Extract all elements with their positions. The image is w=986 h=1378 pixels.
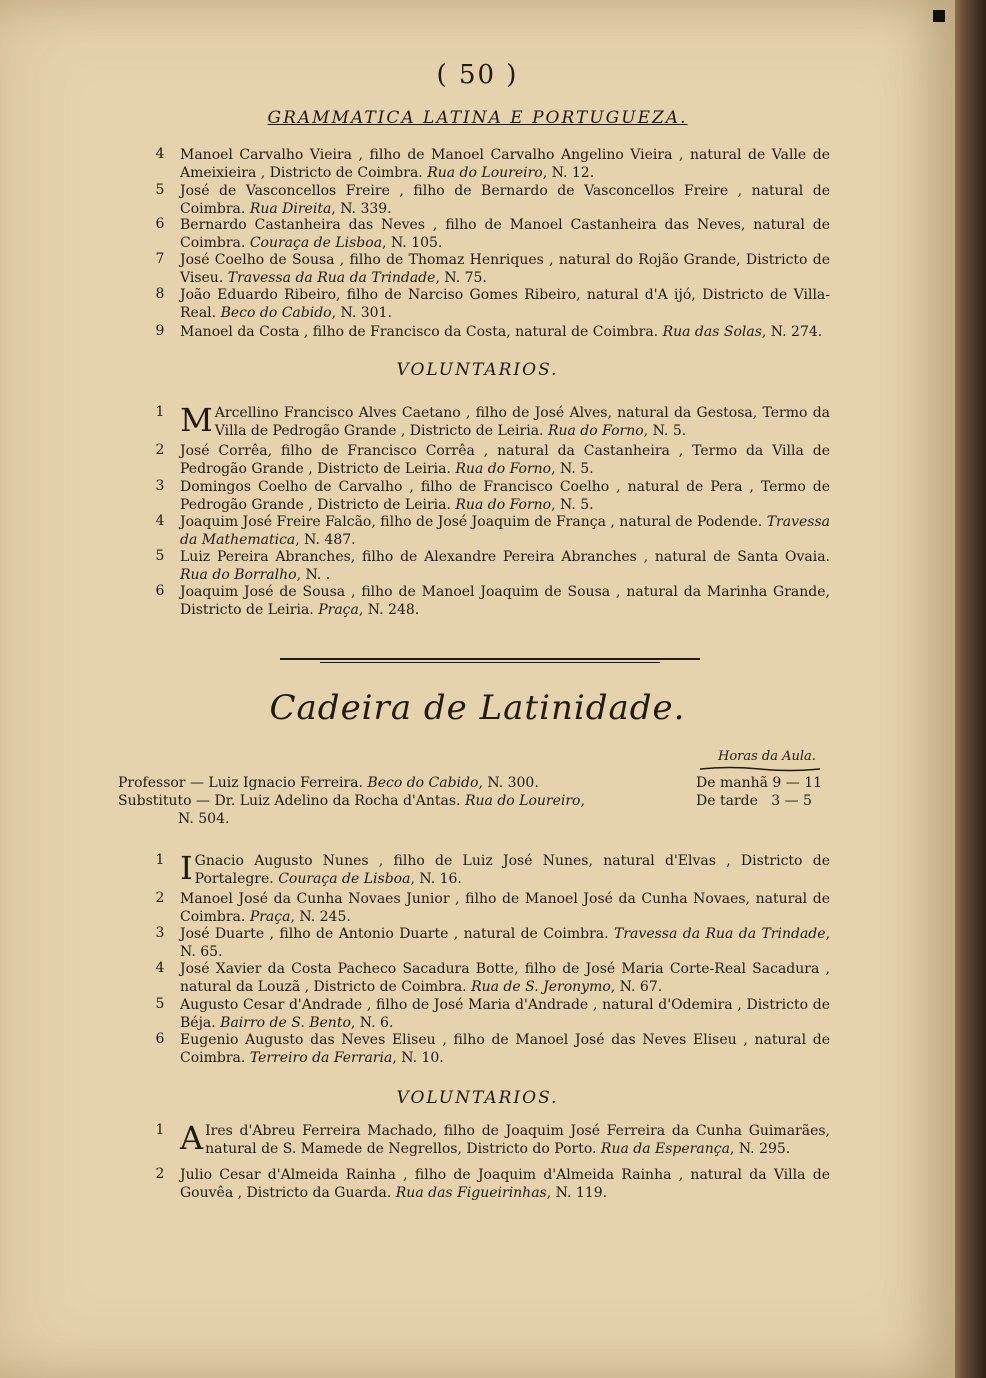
- section-heading-voluntarios-2: [0, 1088, 955, 1108]
- entry-text: [180, 1031, 830, 1067]
- drop-capital: M: [180, 401, 213, 439]
- entry-body: José Duarte , filho de Antonio Duarte , natural de Coimbra.: [180, 926, 609, 942]
- entry-text: [180, 286, 830, 322]
- drop-capital: A: [180, 1119, 204, 1157]
- entry-street: Rua das Solas: [662, 324, 762, 340]
- substituto-address-line: N. 504.: [178, 811, 230, 827]
- entry-number: 6: [155, 583, 165, 599]
- entry-text: [180, 478, 830, 514]
- entry-street: Rua do Forno: [455, 461, 552, 477]
- entry-street: Praça: [318, 602, 359, 618]
- staff-address: ,: [580, 793, 585, 809]
- entry-street: Beco do Cabido: [220, 305, 332, 321]
- entry-street: Travessa da Mathematica: [180, 514, 830, 548]
- entry-number: 5: [155, 548, 165, 564]
- entry-address: , N. 75.: [435, 270, 487, 286]
- entry-street: Rua das Figueirinhas: [395, 1185, 547, 1201]
- heading-text: VOLUNTARIOS.: [396, 1088, 559, 1108]
- entry-text: [180, 583, 830, 619]
- entry-street: Rua de S. Jeronymo: [471, 979, 611, 995]
- entry-number: 5: [155, 182, 165, 198]
- entry-street: Couraça de Lisboa: [249, 235, 383, 251]
- hours-morning: De manhã 9 — 11: [696, 775, 823, 791]
- entry-text: [180, 925, 830, 961]
- entry-text: [180, 548, 830, 584]
- entry-number: 8: [155, 286, 165, 302]
- heading-text: GRAMMATICA LATINA E PORTUGUEZA.: [267, 108, 688, 128]
- entry-address: , N. 119.: [546, 1185, 608, 1201]
- entry-number: 4: [155, 513, 165, 529]
- entry-address: , N. 301.: [331, 305, 392, 321]
- entry-body: Ires d'Abreu Ferreira Machado, filho de Joaquim José Ferreira da Cunha Guimarães, natural de S. Mamede de Negrellos, Districto do Porto.: [205, 1123, 830, 1157]
- entry-body: José de Vasconcellos Freire , filho de Bernardo de Vasconcellos Freire , natural de Coimbra.: [180, 183, 830, 217]
- section-heading-voluntarios-1: [0, 360, 955, 380]
- staff-address: , N. 300.: [478, 775, 539, 791]
- entry-address: , N. 295.: [729, 1141, 791, 1157]
- entry-address: , N. .: [296, 567, 331, 583]
- entry-body: Arcellino Francisco Alves Caetano , filho de José Alves, natural da Gestosa, Termo da Villa de Pedrogão Grande , Districto de Leiria.: [214, 405, 830, 439]
- staff-role: Professor —: [118, 775, 204, 791]
- cadeira-title: Cadeira de Latinidade.: [269, 688, 686, 728]
- hours-swash-ornament: [700, 766, 820, 772]
- section-heading-grammatica: [0, 108, 955, 128]
- entry-street: Rua do Forno: [455, 497, 552, 513]
- entry-text: [180, 182, 830, 218]
- entry-body: Gnacio Augusto Nunes , filho de Luiz José Nunes, natural d'Elvas , Districto de Portalegre.: [194, 853, 830, 887]
- entry-address: , N. 339.: [331, 201, 392, 217]
- entry-text: [180, 1166, 830, 1202]
- entry-address: , N. 245.: [290, 909, 351, 925]
- entry-number: 6: [155, 216, 165, 232]
- entry-text: [180, 1119, 830, 1158]
- divider-line: [320, 662, 660, 663]
- entry-address: , N. 16.: [410, 871, 462, 887]
- entry-address: , N. 12.: [542, 165, 595, 181]
- corner-mark: [933, 10, 945, 22]
- entry-address: , N. 65.: [180, 926, 831, 960]
- hours-afternoon: De tarde 3 — 5: [696, 793, 812, 809]
- entry-number: 6: [155, 1031, 165, 1047]
- entry-number: 7: [155, 251, 165, 267]
- entry-body: Luiz Pereira Abranches, filho de Alexandre Pereira Abranches , natural de Santa Ovaia.: [180, 549, 830, 565]
- entry-text: [180, 323, 830, 341]
- entry-number: 3: [155, 478, 165, 494]
- entry-address: , N. 6.: [350, 1015, 394, 1031]
- hours-heading: Horas da Aula.: [718, 749, 816, 764]
- entry-body: José Corrêa, filho de Francisco Corrêa , natural da Castanheira , Termo da Villa de Pedrogão Grande , Districto de Leiria.: [180, 443, 830, 477]
- entry-number: 9: [155, 323, 165, 339]
- entry-text: [180, 146, 830, 182]
- entry-body: Domingos Coelho de Carvalho , filho de Francisco Coelho , natural de Pera , Termo de Pedrogão Grande , Districto de Leiria.: [180, 479, 830, 513]
- entry-number: 1: [155, 404, 165, 420]
- entry-number: 5: [155, 996, 165, 1012]
- entry-street: Travessa da Rua da Trindade: [614, 926, 826, 942]
- entry-street: Rua do Borralho: [180, 567, 297, 583]
- entry-address: , N. 5.: [643, 423, 687, 439]
- entry-text: [180, 251, 830, 287]
- entry-address: , N. 5.: [551, 497, 594, 513]
- entry-street: Rua do Loureiro: [427, 165, 543, 181]
- entry-street: Praça: [249, 909, 291, 925]
- entry-street: Travessa da Rua da Trindade: [227, 270, 436, 286]
- entry-body: Joaquim José Freire Falcão, filho de José Joaquim de França , natural de Podende.: [180, 514, 763, 530]
- staff-street: Rua do Loureiro: [464, 793, 581, 809]
- staff-name: Luiz Ignacio Ferreira.: [208, 775, 363, 791]
- entry-number: 4: [155, 960, 165, 976]
- entry-text: [180, 960, 830, 996]
- entry-body: Manoel Carvalho Vieira , filho de Manoel Carvalho Angelino Vieira , natural de Valle de Ameixieira , Districto de Coimbra.: [180, 147, 830, 181]
- entry-body: Eugenio Augusto das Neves Eliseu , filho de Manoel José das Neves Eliseu , natural de Coimbra.: [180, 1032, 830, 1066]
- entry-number: 2: [155, 442, 165, 458]
- entry-body: José Xavier da Costa Pacheco Sacadura Botte, filho de José Maria Corte-Real Sacadura , natural da Louzã , Districto de Coimbra.: [180, 961, 830, 995]
- entry-address: , N. 105.: [382, 235, 443, 251]
- entry-text: [180, 401, 830, 440]
- substituto-line: [118, 792, 585, 810]
- entry-body: João Eduardo Ribeiro, filho de Narciso Gomes Ribeiro, natural d'A ijó, Districto de Villa-Real.: [180, 287, 830, 321]
- entry-number: 1: [155, 852, 165, 868]
- entry-body: Augusto Cesar d'Andrade , filho de José Maria d'Andrade , natural d'Odemira , Districto de Béja.: [180, 997, 830, 1031]
- staff-name: Dr. Luiz Adelino da Rocha d'Antas.: [214, 793, 461, 809]
- entry-body: Bernardo Castanheira das Neves , filho de Manoel Castanheira das Neves, natural de Coimbra.: [180, 217, 830, 251]
- section-divider: [280, 655, 700, 663]
- entry-text: [180, 849, 830, 888]
- entry-text: [180, 216, 830, 252]
- entry-number: 2: [155, 890, 165, 906]
- entry-number: 4: [155, 146, 165, 162]
- entry-street: Rua Direita: [249, 201, 332, 217]
- entry-body: Manoel José da Cunha Novaes Junior , filho de Manoel José da Cunha Novaes, natural de Coimbra.: [180, 891, 830, 925]
- entry-body: Julio Cesar d'Almeida Rainha , filho de Joaquim d'Almeida Rainha , natural da Villa de Gouvêa , Districto da Guarda.: [180, 1167, 830, 1201]
- entry-address: , N. 10.: [392, 1050, 444, 1066]
- professor-line: [118, 774, 539, 792]
- entry-text: [180, 513, 830, 549]
- entry-body: Manoel da Costa , filho de Francisco da Costa, natural de Coimbra.: [180, 324, 659, 340]
- staff-role: Substituto —: [118, 793, 211, 809]
- entry-text: [180, 442, 830, 478]
- divider-line: [280, 658, 700, 660]
- entry-address: , N. 487.: [295, 532, 356, 548]
- entry-street: Bairro de S. Bento: [220, 1015, 351, 1031]
- entry-body: Joaquim José de Sousa , filho de Manoel Joaquim de Sousa , natural da Marinha Grande, Districto de Leiria.: [180, 584, 830, 618]
- entry-text: [180, 890, 830, 926]
- heading-text: VOLUNTARIOS.: [396, 360, 559, 380]
- drop-capital: I: [180, 849, 193, 887]
- entry-number: 2: [155, 1166, 165, 1182]
- entry-street: Rua da Esperança: [600, 1141, 730, 1157]
- entry-address: , N. 248.: [358, 602, 420, 618]
- staff-street: Beco do Cabido: [367, 775, 479, 791]
- entry-street: Rua do Forno: [547, 423, 644, 439]
- binding-gutter: [955, 0, 986, 1378]
- entry-address: , N. 5.: [551, 461, 594, 477]
- entry-address: , N. 274.: [761, 324, 823, 340]
- entry-number: 1: [155, 1122, 165, 1138]
- page-number: ( 50 ): [436, 60, 519, 90]
- entry-text: [180, 996, 830, 1032]
- entry-address: , N. 67.: [610, 979, 663, 995]
- entry-number: 3: [155, 925, 165, 941]
- entry-street: Terreiro da Ferraria: [249, 1050, 393, 1066]
- entry-body: José Coelho de Sousa , filho de Thomaz Henriques , natural do Rojão Grande, Districto de Viseu.: [180, 252, 830, 286]
- entry-street: Couraça de Lisboa: [278, 871, 411, 887]
